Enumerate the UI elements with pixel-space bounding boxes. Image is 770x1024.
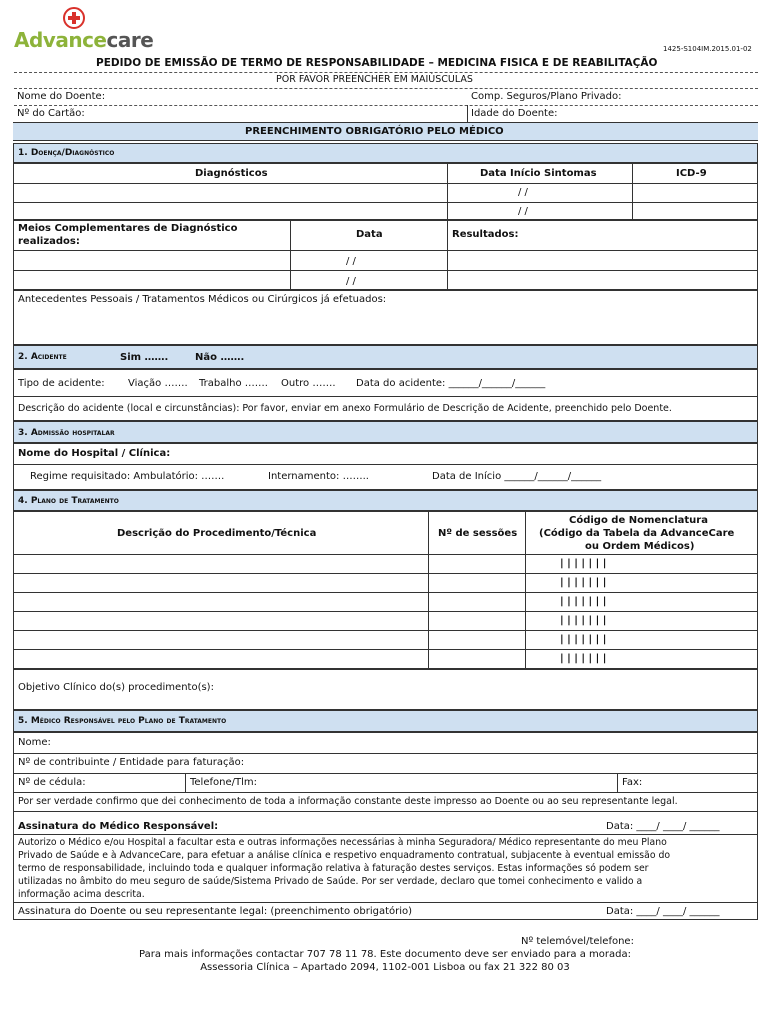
license-field[interactable]: Nº de cédula: bbox=[18, 777, 86, 788]
regime-inpatient[interactable]: Internamento: …….. bbox=[268, 471, 369, 482]
row-divider bbox=[13, 834, 758, 835]
patient-signature-date[interactable]: Data: ____/ ____/ ______ bbox=[606, 906, 720, 917]
section-5-title: 5. Médico Responsável pelo Plano de Tratamento bbox=[18, 716, 227, 726]
date-mask[interactable]: / / bbox=[518, 206, 528, 217]
section-3-band bbox=[13, 421, 758, 443]
code-mask[interactable]: | | | | | | | bbox=[560, 653, 607, 664]
row-divider bbox=[13, 811, 758, 812]
footer-line-1: Para mais informações contactar 707 78 11 78. Este documento deve ser enviado para a morada: bbox=[139, 949, 631, 960]
logo-text-a: Advance bbox=[14, 28, 107, 52]
col-divider bbox=[447, 220, 448, 290]
accident-no[interactable]: Não ……. bbox=[195, 352, 245, 363]
patient-age-field[interactable]: Idade do Doente: bbox=[471, 108, 558, 119]
code-mask[interactable]: | | | | | | | bbox=[560, 558, 607, 569]
section-3-title: 3. Admissão hospitalar bbox=[18, 428, 115, 438]
tax-id-field[interactable]: Nº de contribuinte / Entidade para faturação: bbox=[18, 757, 245, 768]
section-1-band bbox=[13, 143, 758, 163]
row-divider bbox=[13, 202, 758, 203]
col-sessions: Nº de sessões bbox=[438, 528, 518, 539]
code-mask[interactable]: | | | | | | | bbox=[560, 577, 607, 588]
confirm-text: Por ser verdade confirmo que dei conhecimento de toda a informação constante deste impresso ao Doente ou ao seu representante legal. bbox=[18, 796, 678, 807]
col-divider bbox=[447, 163, 448, 220]
accident-work[interactable]: Trabalho ……. bbox=[199, 378, 268, 389]
row-divider bbox=[13, 554, 758, 555]
col-divider bbox=[525, 511, 526, 669]
authorization-line-3: termo de responsabilidade, incluindo toda e qualquer informação relativa à faturação destes serviços. Estas informações só podem ser bbox=[18, 863, 649, 874]
section-1-title: 1. Doença/Diagnóstico bbox=[18, 148, 115, 158]
start-date[interactable]: Data de Início ______/______/______ bbox=[432, 471, 602, 482]
exams-label: Meios Complementares de Diagnóstico bbox=[18, 223, 238, 234]
row-divider bbox=[13, 753, 758, 754]
accident-description: Descrição do acidente (local e circunstâncias): Por favor, enviar em anexo Formulário de Descrição de Acidente, preenchido pelo Doente. bbox=[18, 403, 672, 414]
mandatory-heading: PREENCHIMENTO OBRIGATÓRIO PELO MÉDICO bbox=[245, 126, 504, 137]
regime-ambulatory[interactable]: Regime requisitado: Ambulatório: ……. bbox=[30, 471, 225, 482]
document-code: 1425-S104IM.2015.01-02 bbox=[663, 45, 752, 53]
col-code-3: ou Ordem Médicos) bbox=[585, 541, 695, 552]
row-divider bbox=[13, 464, 758, 465]
date-mask[interactable]: / / bbox=[346, 276, 356, 287]
accident-type-label: Tipo de acidente: bbox=[18, 378, 105, 389]
authorization-line-4: utilizadas no âmbito do meu seguro de saúde/Sistema Privado de Saúde. Por ser verdade, declaro que tomei conhecimento e valido a bbox=[18, 876, 643, 887]
exams-label-2: realizados: bbox=[18, 236, 80, 247]
col-divider bbox=[617, 773, 618, 792]
col-divider bbox=[428, 511, 429, 669]
row-divider bbox=[13, 792, 758, 793]
form-title: PEDIDO DE EMISSÃO DE TERMO DE RESPONSABILIDADE – MEDICINA FISICA E DE REABILITAÇÃO bbox=[96, 57, 658, 69]
authorization-line-2: Privado de Saúde e à AdvanceCare, para efetuar a análise clínica e respetivo enquadramento contratual, subjacente à eventual emissão do bbox=[18, 850, 671, 861]
row-divider bbox=[13, 611, 758, 612]
accident-other[interactable]: Outro ……. bbox=[281, 378, 336, 389]
authorization-line-1: Autorizo o Médico e/ou Hospital a facultar esta e outras informações necessárias à minha Seguradora/ Médico representante do meu Plano bbox=[18, 837, 667, 848]
row-divider bbox=[13, 902, 758, 903]
hospital-label[interactable]: Nome do Hospital / Clínica: bbox=[18, 448, 171, 459]
row-divider bbox=[13, 630, 758, 631]
form-subtitle: POR FAVOR PREENCHER EM MAIÚSCULAS bbox=[276, 74, 473, 85]
advancecare-logo bbox=[14, 6, 154, 54]
col-divider bbox=[290, 220, 291, 290]
col-icd9: ICD-9 bbox=[676, 168, 707, 179]
insurance-field[interactable]: Comp. Seguros/Plano Privado: bbox=[471, 91, 622, 102]
accident-date[interactable]: Data do acidente: ______/______/______ bbox=[356, 378, 546, 389]
row-divider bbox=[13, 573, 758, 574]
code-mask[interactable]: | | | | | | | bbox=[560, 615, 607, 626]
row-divider bbox=[13, 250, 758, 251]
date-mask[interactable]: / / bbox=[346, 256, 356, 267]
col-data: Data bbox=[356, 229, 383, 240]
objective-label: Objetivo Clínico do(s) procedimento(s): bbox=[18, 682, 214, 693]
divider bbox=[14, 105, 758, 106]
col-procedure: Descrição do Procedimento/Técnica bbox=[117, 528, 317, 539]
col-symptom-date: Data Início Sintomas bbox=[480, 168, 597, 179]
col-code-1: Código de Nomenclatura bbox=[569, 515, 708, 526]
mobile-field[interactable]: Nº telemóvel/telefone: bbox=[521, 936, 634, 947]
code-mask[interactable]: | | | | | | | bbox=[560, 596, 607, 607]
divider bbox=[14, 88, 758, 89]
row-divider bbox=[13, 183, 758, 184]
footer-line-2: Assessoria Clínica – Apartado 2094, 1102-001 Lisboa ou fax 21 322 80 03 bbox=[200, 962, 570, 973]
logo-text-b: care bbox=[106, 28, 154, 52]
row-divider bbox=[13, 396, 758, 397]
row-divider bbox=[13, 649, 758, 650]
code-mask[interactable]: | | | | | | | bbox=[560, 634, 607, 645]
accident-yes[interactable]: Sim ……. bbox=[120, 352, 169, 363]
divider bbox=[14, 72, 758, 73]
doctor-signature-date[interactable]: Data: ____/ ____/ ______ bbox=[606, 821, 720, 832]
fax-field[interactable]: Fax: bbox=[622, 777, 643, 788]
history-label: Antecedentes Pessoais / Tratamentos Médicos ou Cirúrgicos já efetuados: bbox=[18, 294, 387, 305]
col-diagnoses: Diagnósticos bbox=[195, 168, 268, 179]
doctor-signature-label[interactable]: Assinatura do Médico Responsável: bbox=[18, 821, 219, 832]
section-4-band bbox=[13, 490, 758, 511]
cross-icon bbox=[62, 6, 86, 30]
diagnosis-table bbox=[13, 163, 758, 220]
col-divider bbox=[185, 773, 186, 792]
date-mask[interactable]: / / bbox=[518, 187, 528, 198]
col-divider bbox=[632, 163, 633, 220]
doctor-name-field[interactable]: Nome: bbox=[18, 737, 51, 748]
row-divider bbox=[13, 773, 758, 774]
patient-name-field[interactable]: Nome do Doente: bbox=[17, 91, 106, 102]
section-4-title: 4. Plano de Tratamento bbox=[18, 496, 119, 506]
row-divider bbox=[13, 592, 758, 593]
accident-road[interactable]: Viação ……. bbox=[128, 378, 188, 389]
patient-signature-label[interactable]: Assinatura do Doente ou seu representante legal: (preenchimento obrigatório) bbox=[18, 906, 413, 917]
col-code-2: (Código da Tabela da AdvanceCare bbox=[539, 528, 735, 539]
col-results: Resultados: bbox=[452, 229, 519, 240]
phone-field[interactable]: Telefone/Tlm: bbox=[190, 777, 257, 788]
divider bbox=[467, 105, 468, 122]
card-number-field[interactable]: Nº do Cartão: bbox=[17, 108, 85, 119]
authorization-line-5: informação acima descrita. bbox=[18, 889, 145, 900]
row-divider bbox=[13, 270, 758, 271]
section-2-title: 2. Acidente bbox=[18, 352, 67, 362]
